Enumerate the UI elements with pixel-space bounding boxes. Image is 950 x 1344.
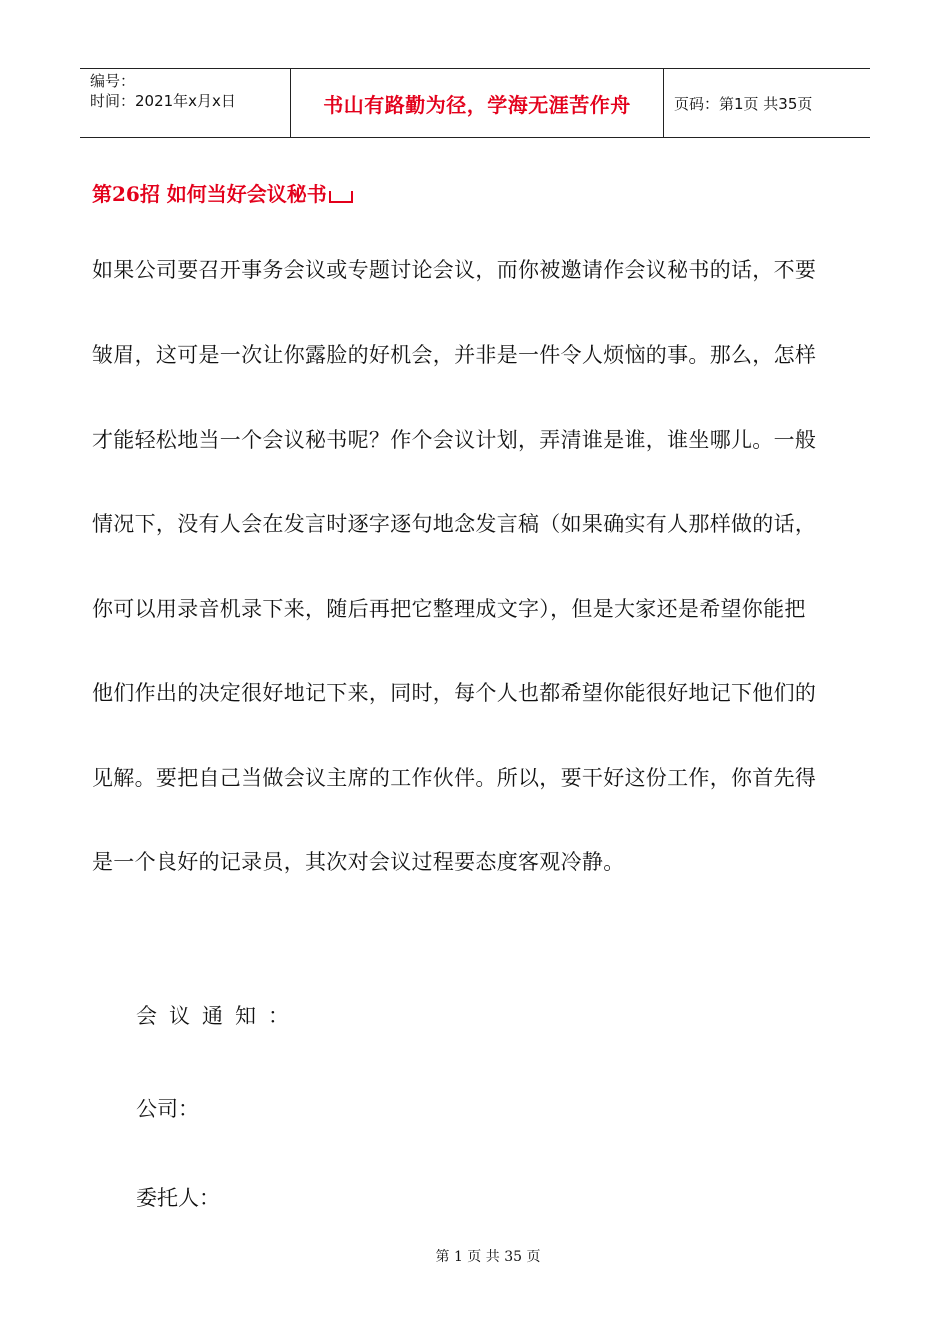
paragraph-line: 皱眉，这可是一次让你露脸的好机会，并非是一件令人烦恼的事。那么，怎样: [92, 343, 817, 367]
article-title: [92, 178, 353, 207]
document-header: [80, 68, 870, 138]
paragraph-line: 如果公司要召开事务会议或专题讨论会议，而你被邀请作会议秘书的话，不要: [92, 258, 817, 282]
meeting-notice-label: 会议通知：: [136, 1004, 301, 1028]
paragraph-line: 他们作出的决定很好地记下来，同时，每个人也都希望你能很好地记下他们的: [92, 681, 817, 705]
article-title-text: 第26招 如何当好会议秘书: [92, 182, 327, 206]
client-label: 委托人：: [136, 1186, 220, 1210]
title-bracket-mark: [329, 191, 353, 203]
paragraph-line: 才能轻松地当一个会议秘书呢？作个会议计划，弄清谁是谁，谁坐哪儿。一般: [92, 428, 817, 452]
header-motto: 书山有路勤为径，学海无涯苦作舟: [291, 69, 664, 137]
serial-number-label: 编号：: [90, 72, 136, 90]
page-footer: 第 1 页 共 35 页: [435, 1249, 541, 1265]
paragraph-line: 见解。要把自己当做会议主席的工作伙伴。所以，要干好这份工作，你首先得: [92, 766, 817, 790]
paragraph-line: 你可以用录音机录下来，随后再把它整理成文字），但是大家还是希望你能把: [92, 597, 806, 621]
header-meta-cell: [80, 69, 291, 137]
company-label: 公司：: [136, 1097, 199, 1121]
date-label: 时间：2021年x月x日: [90, 92, 236, 110]
paragraph-line: 是一个良好的记录员，其次对会议过程要态度客观冷静。: [92, 850, 625, 874]
header-page-info: 页码：第1页 共35页: [674, 94, 813, 113]
paragraph-line: 情况下，没有人会在发言时逐字逐句地念发言稿（如果确实有人那样做的话，: [92, 512, 817, 536]
